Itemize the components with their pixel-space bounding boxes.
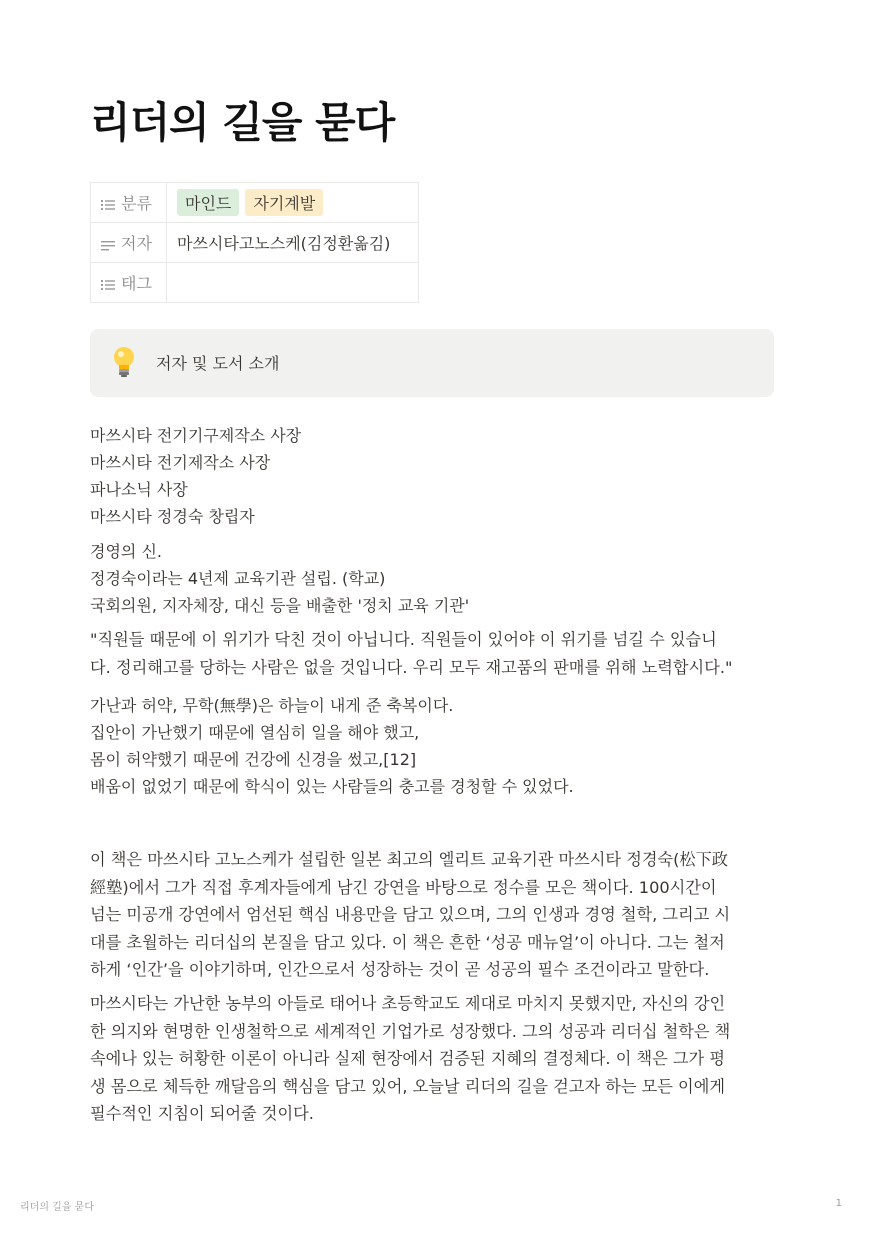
- callout-text: 저자 및 도서 소개: [156, 354, 280, 373]
- property-row-author: [91, 223, 419, 263]
- property-value-author[interactable]: 마쓰시타고노스케(김정환옮김): [167, 223, 419, 263]
- text-line: 몸이 허약했기 때문에 건강에 신경을 썼고,[12]: [90, 750, 417, 769]
- paragraph: [90, 538, 469, 619]
- text-line: 생 몸으로 체득한 깨달음의 핵심을 담고 있어, 오늘날 리더의 길을 걷고자 하는 모든 이에게: [90, 1076, 725, 1096]
- text-line: 한 의지와 현명한 인생철학으로 세계적인 기업가로 성장했다. 그의 성공과 리더십 철학은 책: [90, 1021, 731, 1041]
- tag-chip[interactable]: 마인드: [177, 189, 239, 216]
- page-title: 리더의 길을 묻다: [90, 98, 395, 147]
- text-line: 넘는 미공개 강연에서 엄선된 핵심 내용만을 담고 있으며, 그의 인생과 경영 철학, 그리고 시: [90, 905, 731, 924]
- property-key-author[interactable]: [91, 223, 167, 263]
- property-row-tags: [91, 263, 419, 303]
- property-key-label: 태그: [121, 274, 152, 293]
- text-line: 經塾)에서 그가 직접 후계자들에게 남긴 강연을 바탕으로 정수를 모은 책이다. 100시간이: [90, 877, 717, 897]
- property-value-tags[interactable]: [167, 263, 419, 303]
- text-line: 가난과 허약, 무학(無學)은 하늘이 내게 준 축복이다.: [90, 696, 454, 715]
- footer-page-number: 1: [835, 1198, 842, 1209]
- property-row-category: [91, 183, 419, 223]
- property-key-label: 저자: [121, 234, 152, 253]
- text-line: 정경숙이라는 4년제 교육기관 설립. (학교): [90, 569, 386, 588]
- paragraph: [90, 692, 574, 800]
- text-line: 필수적인 지침이 되어줄 것이다.: [90, 1104, 314, 1123]
- paragraph: [90, 422, 301, 530]
- property-key-label: 분류: [121, 194, 152, 213]
- property-key-category[interactable]: [91, 183, 167, 223]
- text-lines-icon: [101, 239, 115, 251]
- text-line: 마쓰시타는 가난한 농부의 아들로 태어나 초등학교도 제대로 마치지 못했지만, 자신의 강인: [90, 994, 726, 1013]
- text-line: 집안이 가난했기 때문에 열심히 일을 해야 했고,: [90, 723, 420, 742]
- text-line: 파나소닉 사장: [90, 480, 188, 499]
- text-line: 경영의 신.: [90, 542, 162, 561]
- property-value-category[interactable]: [167, 183, 419, 223]
- paragraph: [90, 846, 780, 984]
- properties-table: [90, 182, 419, 303]
- text-line: 배움이 없었기 때문에 학식이 있는 사람들의 충고를 경청할 수 있었다.: [90, 777, 574, 796]
- text-line: 다. 정리해고를 당하는 사람은 없을 것입니다. 우리 모두 재고품의 판매를 위해 노력합시다.": [90, 657, 733, 677]
- text-line: 마쓰시타 정경숙 창립자: [90, 507, 255, 526]
- text-line: 마쓰시타 전기기구제작소 사장: [90, 426, 302, 445]
- callout-box: [90, 329, 774, 397]
- paragraph: [90, 990, 780, 1128]
- property-key-tags[interactable]: [91, 263, 167, 303]
- text-line: "직원들 때문에 이 위기가 닥친 것이 아닙니다. 직원들이 있어야 이 위기를 넘길 수 있습니: [90, 630, 717, 649]
- text-line: 마쓰시타 전기제작소 사장: [90, 453, 271, 472]
- text-line: 하게 ‘인간’을 이야기하며, 인간으로서 성장하는 것이 곧 성공의 필수 조건이라고 말한다.: [90, 960, 710, 979]
- list-icon: [101, 279, 115, 291]
- footer-doc-title: 리더의 길을 묻다: [20, 1202, 94, 1213]
- text-line: 이 책은 마쓰시타 고노스케가 설립한 일본 최고의 엘리트 교육기관 마쓰시타 정경숙(松下政: [90, 850, 728, 869]
- text-line: 속에나 있는 허황한 이론이 아니라 실제 현장에서 검증된 지혜의 결정체다. 이 책은 그가 평: [90, 1049, 725, 1068]
- text-line: 국회의원, 지자체장, 대신 등을 배출한 '정치 교육 기관': [90, 596, 470, 615]
- list-icon: [101, 199, 115, 211]
- quote-paragraph: [90, 626, 780, 681]
- text-line: 대를 초월하는 리더십의 본질을 담고 있다. 이 책은 흔한 ‘성공 매뉴얼’이 아니다. 그는 철저: [90, 932, 725, 952]
- lightbulb-icon: [110, 345, 138, 379]
- tag-chip[interactable]: 자기계발: [245, 189, 323, 216]
